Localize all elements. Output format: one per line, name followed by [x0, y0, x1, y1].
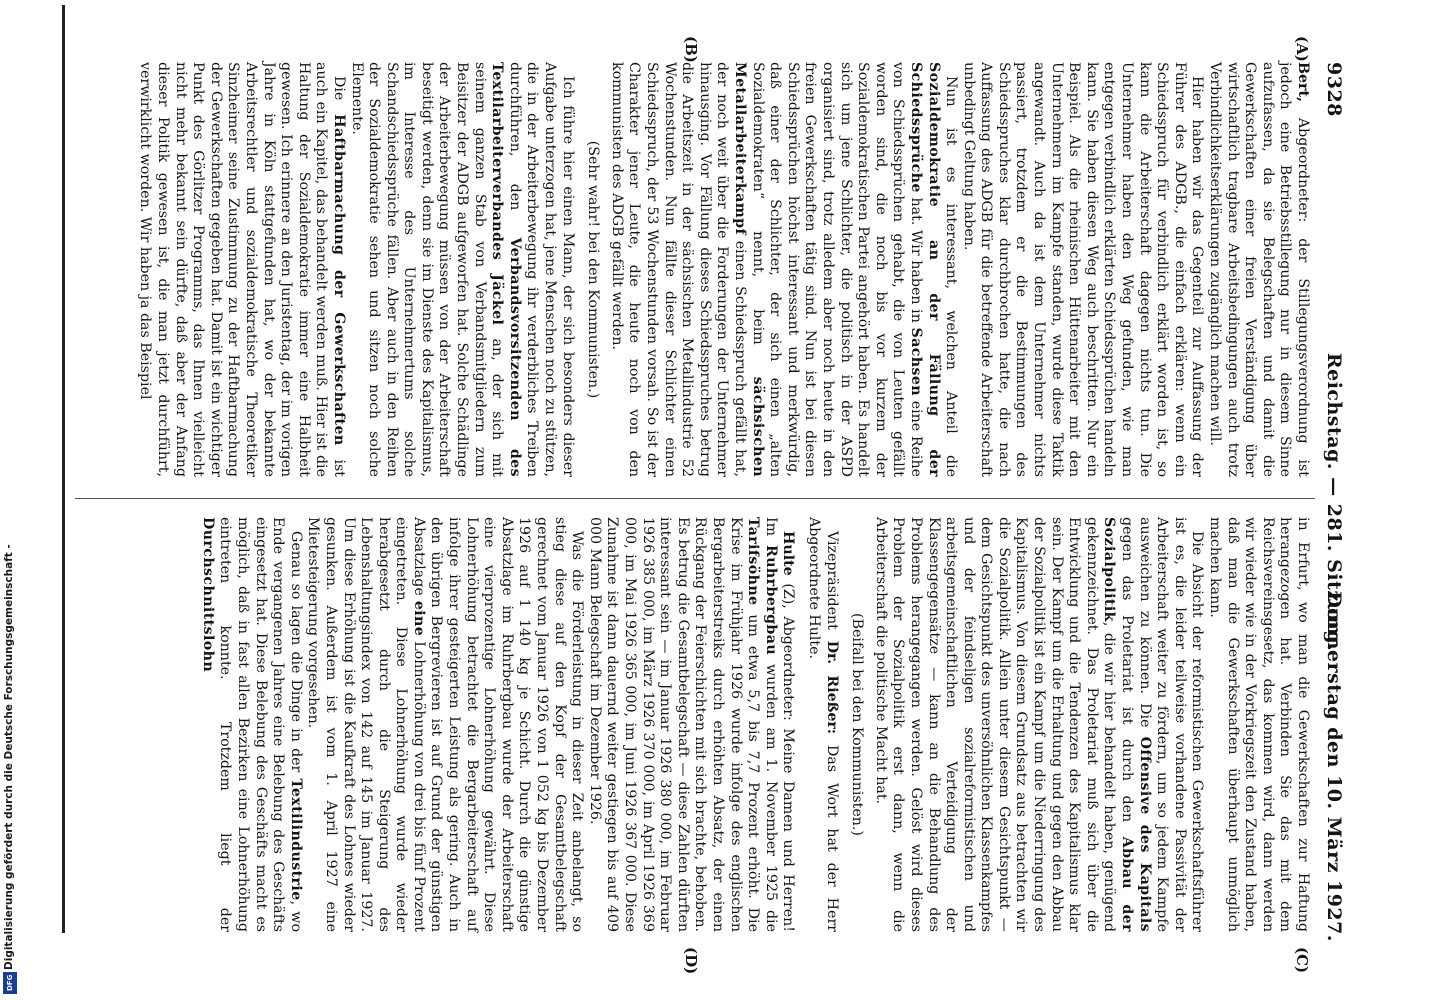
paragraph: [347, 62, 576, 477]
paragraph: [304, 517, 586, 932]
emphasis-text: Tarifsöhne: [745, 517, 762, 606]
emphasis-text: Durchschnittslohn: [199, 517, 216, 673]
paragraph-text: Lohnerhöhung von drei bis fünf Prozent eingetreten. Diese Lohnerhöhung wurde wieder herabgesetzt durch die Steigerung des Lebenshaltungsindex von 142 auf 145 im Januar 1927. Um diese Erhöhung ist die Kaufkraft des Lohnes wieder gesunken. Außerdem ist vom 1. April 1927 eine Mietesteigerung vorgesehen.: [305, 517, 427, 933]
interjection: (Beifall bei den Kommunisten.): [849, 613, 866, 836]
paragraph-text: Was die Förderleistung in dieser Zeit anbelangt, so stieg diese auf den Kopf der Gesamtbelegschaft gerechnet vom Januar 1926 von 1 052 kg bis Dezember 1926 auf 1 140 kg je Schicht. Durch die günstige Absatzlage im Ruhrbergbau wurde der Arbeiterschaft eine vierprozentige Lohnerhöhung gewährt. Diese Lohnerhöhung betrachtet die Bergarbeiterschaft auf infolge ihrer gesteigerten Leistung als gering. Auch in den übrigen Bergrevieren ist auf Grund der günstigen Absatzlage: [410, 517, 586, 932]
paragraph-text: an, der sich mit seinem ganzen Stab von Verbandsmitgliedern zum Beisitzer der ADGB aufgeworfen hat. Solche Schädlinge der Arbeiterbewegung müssen von der Arbeiterschaft beseitigt werden, denn sie im Dienste des Kapitalismus, im Interesse des Unternehmertums solche Schandschiedssprüche fällen. Aber auch in den Reihen der Sozialdemokratie sehen und sitzen noch solche Elemente.: [348, 62, 506, 477]
emphasis-text: Textilindustrie: [287, 778, 304, 901]
session-date: Donnerstag den 10. März 1927.: [1323, 591, 1345, 942]
paragraph: [136, 62, 347, 477]
paragraph-text: Das Wort hat der Herr Abgeordnete Hulte.: [805, 517, 840, 933]
paragraph: [871, 517, 1205, 932]
president-role: Vizepräsident: [823, 531, 840, 630]
emphasis-text: eine: [410, 600, 427, 637]
paragraph-text: um etwa 5,7 bis 7,7 Prozent erhöht. Die Krise im Frühjahr 1926 wurde infolge des englischen Bergarbeiterstreiks durch erhöhten Absatz, der einen Rückgang der Feierschichten mit sich brachte, behoben. Es betrug die Gesamtbelegschaft — diese Zahlen dürften interessant sein — im Januar 1926 380 000, im Februar 1926 385 000, im März 1926 370 000, im April 1926 369 000, im Mai 1926 365 000, im Juni 1926 367 000. Diese Zunahme ist dann dauernd weiter gestiegen bis auf 409 000 Mann Belegschaft im Dezember 1926.: [586, 517, 762, 932]
emphasis-text: Sachsen: [907, 327, 924, 397]
paragraph-text: Genau so lagen die Dinge in der: [287, 531, 304, 773]
interjection: (Sehr wahr! bei den Kommunisten.): [585, 140, 602, 399]
paragraph-text: , wo Ende vergangenen Jahres eine Belebung des Geschäfts eingesetzt hat. Diese Belebung des Geschäfts macht es möglich, daß in fast allen Bezirken eine Lohnerhöhung eintreten konnte. Trotzdem liegt der: [217, 517, 304, 932]
paragraph-text: einen Schiedsspruch gefällt hat, der noch weit über die Forderungen der Unternehmer hinausging. Vor Fällung dieses Schiedsspruches betrug die Arbeitszeit in der sächsischen Metallindustrie 52 Wochenstunden. Nun fällte dieser Schlichter einen Schiedsspruch, der 53 Wochenstunden vorsah. So ist der Charakter jener Leute, die heute noch von den kommunisten des ADGB gefällt werden.: [608, 62, 748, 477]
margin-marker-c: (C): [1293, 947, 1311, 974]
digitization-credit: Digitalisierung gefördert durch die Deutsche Forschungsgemeinschaft -: [3, 544, 15, 970]
paragraph-text: der Stillegungsverordnung ist jedoch eine Betriebsstillegung nur in diesem Sinne aufzufassen, da sie Belegschaften und damit die Gewerkschaften einer freien Verständigung über wirtschaftlich tragbare Arbeitsbedingungen auch trotz Verbindlichkeitserklärungen zugänglich machen will.: [1207, 62, 1311, 477]
paragraph: [585, 517, 796, 932]
paragraph: Hier haben wir das Gegenteil zur Auffassung der Führer des ADGB., die einfach erklären: wenn ein Schiedsspruch für verbindlich erklärt worden ist, so kann die Arbeiterschaft dagegen nichts tun. Die Unternehmer haben den Weg gefunden, wie man entgegen verbindlich erklärten Schiedssprüchen handeln kann. Sie haben diesen Weg auch beschritten. Nur ein Beispiel. Als die rheinischen Hüttenarbeiter mit den Unternehmern im Kampfe standen, wurde diese Taktik angewandt. Auch da ist dem Unternehmer nichts passiert, trotzdem er die Bestimmungen des Schiedsspruches klar durchbrochen hatte, die nach Auffassung des ADGB für die betreffende Arbeiterschaft unbedingt Geltung haben.: [960, 62, 1206, 477]
paragraph: in Erfurt, wo man die Gewerkschaften zur Haftung herangezogen hat. Verbinden Sie das mit dem Reichsvereinsgesetz, das kommen wird, dann werden wir wieder wie in der Vorkriegszeit den Zustand haben, daß man die Gewerkschaften überhaupt unmöglich machen kann.: [1207, 517, 1311, 932]
margin-marker-a: (A): [1293, 36, 1311, 62]
paragraph-text: ist auch ein Kapitel, das behandelt werden muß. Hier ist die Haltung der Sozialdemokratie immer eine Halbheit gewesen. Ich erinnere an den Juristentag, der im vorigen Jahre in Köln stattgefunden hat, wo der bekannte Arbeitsrechtler und sozialdemokratische Theoretiker Sinzheimer seine Zustimmung zu der Haftbarmachung der Gewerkschaften gegeben hat. Damit ist ein wichtiger Punkt des Görlitzer Programms, das Ihnen vielleicht nicht mehr bekannt sein dürfte, daß aber der Anfang dieser Politik gewesen ist, die man jetzt durchführt, verwirklicht worden. Wir haben ja das Beispiel: [137, 62, 347, 477]
rotated-page: [60, 36, 1345, 975]
paragraph-text: Die Absicht der reformistischen Gewerkschaftsführer ist es, die leider teilweise vorhandene Passivität der Arbeiterschaft weiter zu fördern, um so jedem Kampfe ausweichen zu können. Die: [1136, 517, 1206, 932]
emphasis-text: Haftbarmachung der Gewerkschaften: [330, 114, 347, 446]
paragraph-text: Die: [330, 76, 347, 101]
dfg-logo-icon: DFG: [3, 972, 17, 994]
paragraph-text: Meine Damen und Herren! Im: [762, 517, 797, 933]
emphasis-text: Abbau der Sozialpolitik: [1101, 517, 1136, 932]
left-column: [136, 62, 1311, 477]
speaker-name: Bert,: [1295, 62, 1311, 102]
paragraph-text: Nun ist es interessant, welchen Anteil die: [943, 76, 960, 477]
paragraph-text: Ich führe hier einen Mann, der sich besonders dieser Aufgabe unterzogen hat, jene Menschen noch zu stützen, die in der Arbeiterbewegung ihr verderbliches Treiben durchführen, den: [506, 62, 576, 477]
speaker-role: Abgeordneter:: [1295, 117, 1311, 223]
margin-marker-d: (D): [682, 947, 700, 975]
margin-marker-b: (B): [682, 36, 700, 63]
president-name: Dr. Rießer:: [823, 640, 840, 735]
paragraph-text: gegen das Proletariat ist durch den: [1119, 517, 1136, 823]
page-header: [1319, 62, 1345, 942]
page-number: 9328: [1323, 62, 1345, 117]
emphasis-text: Offensive des Kapitals: [1136, 736, 1153, 932]
paragraph: [198, 517, 304, 932]
emphasis-text: Verbandsvorsitzenden des Textilarbeiterverbandes Jäckel: [489, 62, 523, 477]
paragraph: [607, 62, 959, 477]
paragraph-text: hat. Wir haben in: [907, 197, 924, 323]
paragraph-text: wurden am 1. November 1925 die: [762, 664, 779, 932]
session-title: Reichstag. — 281. Sitzung.: [1323, 352, 1345, 652]
paragraph-text: eine Reihe von Schiedssprüchen gehabt, die von Leuten gefällt worden sind, die noch bis vor kurzem der Sozialdemokratischen Partei angehört haben. Es handelt sich um jene Schlichter, die politisch in der ASPD organisiert sind, trotz alledem aber noch heute in den freien Gewerkschaften tätig sind. Nun ist bei diesen Schiedssprüchen höchst interessant und merkwürdig, daß einer der Schlichter, der sich einen „alten Sozialdemokraten“ nennt, beim: [749, 62, 924, 477]
president-paragraph: [804, 517, 839, 932]
speaker-role: (Z), Abgeordneter:: [780, 583, 797, 721]
emphasis-text: sächsischen Metallarbeiterkampf: [732, 62, 766, 477]
paragraph: [1205, 62, 1311, 477]
speaker-name: Hulte: [780, 531, 797, 576]
emphasis-text: Ruhrbergbau: [762, 545, 779, 656]
paragraph-text: , die wir hier behandelt haben, genügend gekennzeichnet. Das Proletariat muß sich über die Entwicklung und die Tendenzen des Kapitalismus klar sein. Der Kampf um die Erhaltung und gegen den Abbau der Sozialpolitik ist ein Kampf um die Niederringung des Kapitalismus. Von diesem Grundsatz aus betrachten wir die Sozialpolitik. Allein unter diesem Gesichtspunkt — dem Gesichtspunkt des unversöhnlichen Klassenkampfes und der feindseligen sozialreformistischen und arbeitsgemeinschaftlichen Verteidigung der Klassengegensätze — kann an die Behandlung des Problems herangegangen werden. Gelöst wird dieses Problem der Sozialpolitik erst dann, wenn die Arbeiterschaft die politische Macht hat.: [872, 517, 1118, 932]
right-column: [198, 517, 1311, 932]
column-divider: [75, 498, 1315, 499]
emphasis-text: Sozialdemokratie an der Fällung der Schiedssprüche: [907, 62, 942, 477]
